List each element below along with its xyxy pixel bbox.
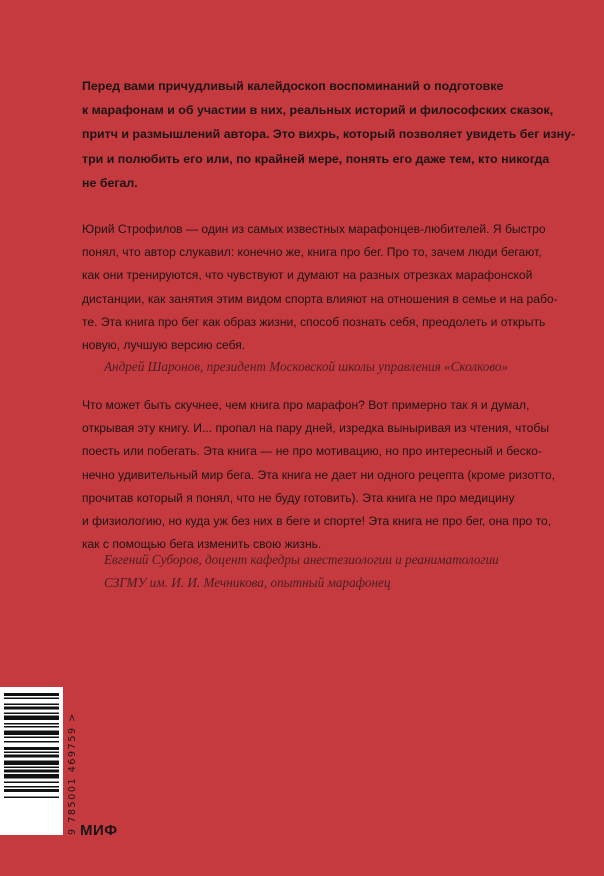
- review-line: как с помощью бега изменить свою жизнь.: [82, 537, 322, 552]
- intro-line: не бегал.: [82, 175, 138, 190]
- review-line: как они тренируются, что чувствуют и думают на разных отрезках марафонской: [82, 268, 533, 283]
- review-text-2: [82, 394, 555, 556]
- review-attribution-2: [104, 549, 534, 594]
- review-line: поесть или побегать. Эта книга — не про мотивацию, но про интересный и беско-: [82, 444, 542, 459]
- publisher-logo: МИФ: [80, 822, 118, 839]
- intro-line: Перед вами причудливый калейдоскоп воспоминаний о подготовке: [82, 79, 504, 93]
- isbn-digits: 9 785001 469759 >: [67, 712, 78, 835]
- intro-line: к марафонам и об участии в них, реальных историй и философских сказок,: [82, 103, 554, 118]
- intro-paragraph: [82, 74, 576, 195]
- review-line: дистанции, как занятия этим видом спорта влияют на отношения в семье и на рабо-: [82, 291, 558, 306]
- review-text-1: [82, 218, 558, 357]
- review-line: понял, что автор слукавил: конечно же, книга про бег. Про то, зачем люди бегают,: [82, 245, 542, 260]
- intro-line: притч и размышлений автора. Это вихрь, который позволяет увидеть бег изну-: [82, 127, 576, 142]
- isbn-barcode: [0, 687, 63, 835]
- review-line: открывая эту книгу. И... пропал на пару дней, изредка выныривая из чтения, чтобы: [82, 421, 550, 436]
- barcode-graphic: [0, 687, 63, 835]
- review-line: прочитав который я понял, что не буду готовить). Эта книга не про медицину: [82, 490, 515, 505]
- review-line: нечно удивительный мир бега. Эта книга не дает ни одного рецепта (кроме ризотто,: [82, 467, 555, 482]
- review-line: новую, лучшую версию себя.: [82, 338, 246, 353]
- review-line: те. Эта книга про бег как образ жизни, способ познать себя, преодолеть и открыть: [82, 314, 546, 329]
- attribution-line: Евгений Суборов, доцент кафедры анестезиологии и реаниматологии: [104, 552, 499, 567]
- review-line: и физиологию, но куда уж без них в беге и спорте! Эта книга не про бег, она про то,: [82, 514, 552, 529]
- review-line: Что может быть скучнее, чем книга про марафон? Вот примерно так я и думал,: [82, 398, 530, 412]
- attribution-line: Андрей Шаронов, президент Московской школы управления «Сколково»: [104, 359, 509, 374]
- intro-line: три и полюбить его или, по крайней мере, понять его даже тем, кто никогда: [82, 151, 550, 166]
- review-attribution-1: [104, 356, 534, 379]
- review-line: Юрий Строфилов — один из самых известных марафонцев-любителей. Я быстро: [82, 222, 546, 236]
- attribution-line: СЗГМУ им. И. И. Мечникова, опытный марафонец: [104, 574, 391, 590]
